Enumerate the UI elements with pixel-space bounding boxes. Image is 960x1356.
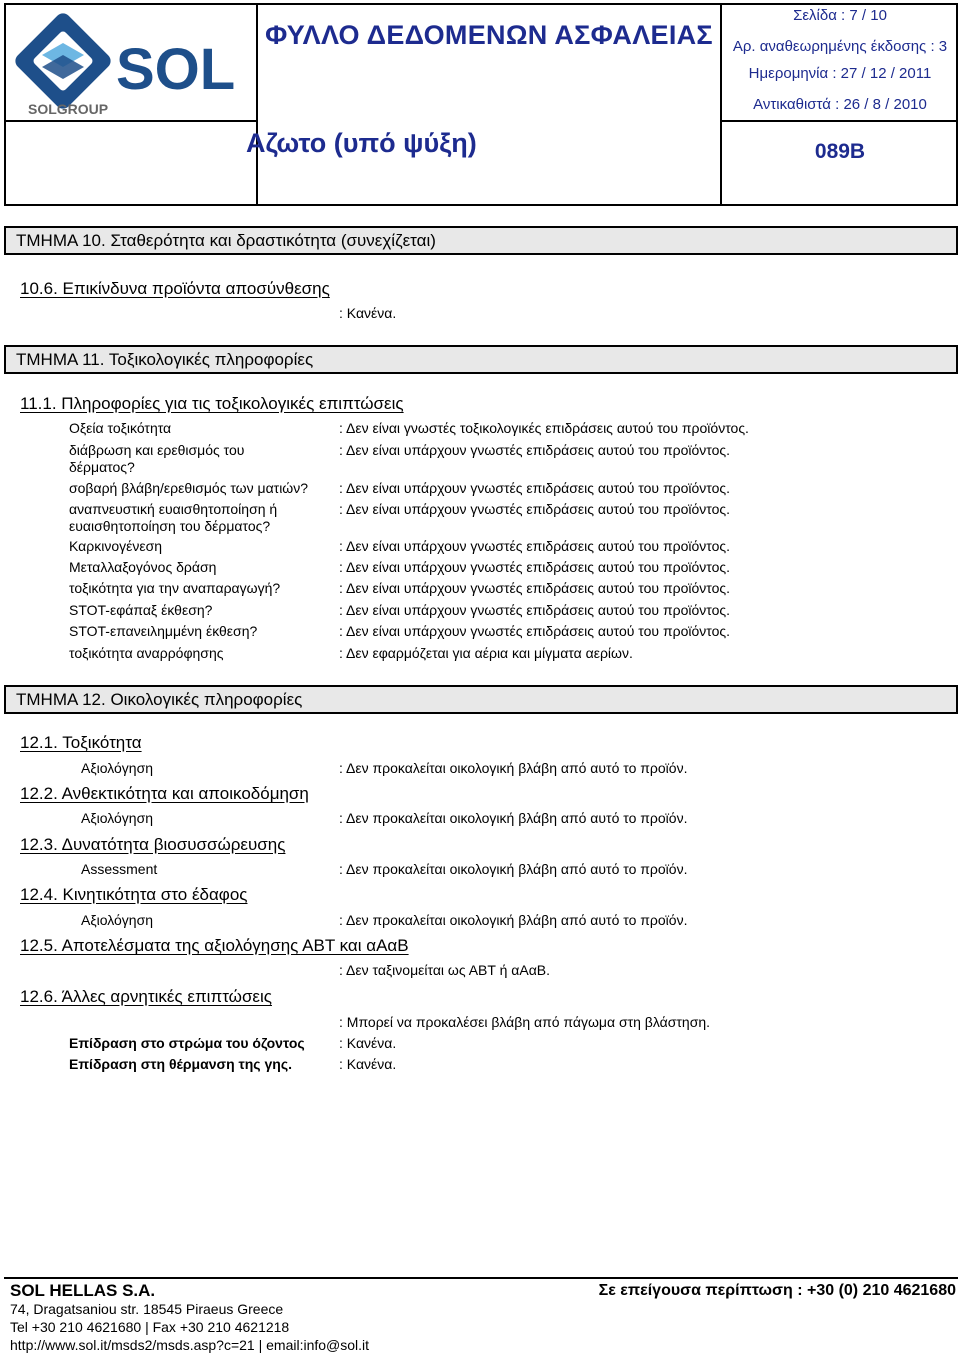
- footer-divider: [4, 1277, 958, 1279]
- section-11-title: ΤΜΗΜΑ 11. Τοξικολογικές πληροφορίες: [4, 345, 958, 374]
- subsection-10-6-value: : Κανένα.: [339, 305, 397, 321]
- eco-value: : Δεν προκαλείται οικολογική βλάβη από αυτό το προϊόν.: [339, 760, 688, 776]
- replaces-date: Αντικαθιστά : 26 / 8 / 2010: [753, 96, 927, 113]
- subsection-12-1-title: 12.1. Τοξικότητα: [20, 733, 142, 752]
- tox-label: Μεταλλαξογόνος δράση: [69, 559, 217, 575]
- tox-label: διάβρωση και ερεθισμός του δέρματος?: [69, 442, 245, 475]
- tox-value: : Δεν είναι υπάρχουν γνωστές επιδράσεις αυτού του προϊόντος.: [339, 623, 731, 639]
- product-name: Αζωτο (υπό ψύξη): [246, 128, 477, 158]
- warming-label: Επίδραση στη θέρμανση της γης.: [69, 1056, 292, 1072]
- tox-value: : Δεν εφαρμόζεται για αέρια και μίγματα αερίων.: [339, 645, 633, 661]
- footer-address: 74, Dragatsaniou str. 18545 Piraeus Greece: [10, 1301, 284, 1317]
- subsection-12-3-title: 12.3. Δυνατότητα βιοσυσσώρευσης: [20, 835, 286, 854]
- tox-label: STOT-εφάπαξ έκθεση?: [69, 602, 213, 618]
- page-number: Σελίδα : 7 / 10: [793, 7, 887, 24]
- eco-label: Αξιολόγηση: [81, 912, 154, 928]
- eco-value: : Μπορεί να προκαλέσει βλάβη από πάγωμα στη βλάστηση.: [339, 1014, 711, 1030]
- eco-label: Αξιολόγηση: [81, 810, 154, 826]
- product-code: 089B: [814, 140, 866, 163]
- ozone-value: : Κανένα.: [339, 1035, 397, 1051]
- svg-text:SOL: SOL: [116, 37, 236, 102]
- subsection-12-6-title: 12.6. Άλλες αρνητικές επιπτώσεις: [20, 987, 272, 1006]
- subsection-12-2-title: 12.2. Ανθεκτικότητα και αποικοδόμηση: [20, 784, 309, 803]
- tox-label: αναπνευστική ευαισθητοποίηση ή ευαισθητοποίηση του δέρματος?: [69, 501, 278, 534]
- tox-value: : Δεν είναι γνωστές τοξικολογικές επιδράσεις αυτού του προϊόντος.: [339, 420, 749, 436]
- document-title: ΦΥΛΛΟ ΔΕΔΟΜΕΝΩΝ ΑΣΦΑΛΕΙΑΣ: [265, 20, 713, 50]
- eco-label: Αξιολόγηση: [81, 760, 154, 776]
- tox-value: : Δεν είναι υπάρχουν γνωστές επιδράσεις αυτού του προϊόντος.: [339, 538, 731, 554]
- header-divider: [720, 120, 958, 122]
- tox-label: Οξεία τοξικότητα: [69, 420, 172, 436]
- subsection-10-6-title: 10.6. Επικίνδυνα προϊόντα αποσύνθεσης: [20, 279, 330, 298]
- eco-value: : Δεν προκαλείται οικολογική βλάβη από αυτό το προϊόν.: [339, 861, 688, 877]
- subsection-12-4-title: 12.4. Κινητικότητα στο έδαφος: [20, 885, 248, 904]
- tox-value: : Δεν είναι υπάρχουν γνωστές επιδράσεις αυτού του προϊόντος.: [339, 602, 731, 618]
- eco-label: Assessment: [81, 861, 158, 877]
- tox-label: σοβαρή βλάβη/ερεθισμός των ματιών?: [69, 480, 309, 496]
- revision-number: Αρ. αναθεωρημένης έκδοσης : 3: [732, 38, 948, 55]
- warming-value: : Κανένα.: [339, 1056, 397, 1072]
- tox-value: : Δεν είναι υπάρχουν γνωστές επιδράσεις αυτού του προϊόντος.: [339, 442, 731, 458]
- footer-emergency: Σε επείγουσα περίπτωση : +30 (0) 210 4621680: [598, 1282, 956, 1299]
- issue-date: Ημερομηνία : 27 / 12 / 2011: [748, 65, 932, 82]
- tox-value: : Δεν είναι υπάρχουν γνωστές επιδράσεις αυτού του προϊόντος.: [339, 501, 731, 517]
- footer-phones: Tel +30 210 4621680 | Fax +30 210 4621218: [10, 1319, 290, 1335]
- subsection-11-1-title: 11.1. Πληροφορίες για τις τοξικολογικές επιπτώσεις: [20, 394, 404, 413]
- company-logo: [6, 5, 256, 123]
- tox-value: : Δεν είναι υπάρχουν γνωστές επιδράσεις αυτού του προϊόντος.: [339, 580, 731, 596]
- tox-label: τοξικότητα για την αναπαραγωγή?: [69, 580, 281, 596]
- tox-value: : Δεν είναι υπάρχουν γνωστές επιδράσεις αυτού του προϊόντος.: [339, 559, 731, 575]
- footer-company: SOL HELLAS S.A.: [10, 1281, 156, 1300]
- tox-value: : Δεν είναι υπάρχουν γνωστές επιδράσεις αυτού του προϊόντος.: [339, 480, 731, 496]
- tox-label: τοξικότητα αναρρόφησης: [69, 645, 224, 661]
- footer-web: http://www.sol.it/msds2/msds.asp?c=21 | email:info@sol.it: [10, 1337, 370, 1353]
- tox-label: Καρκινογένεση: [69, 538, 163, 554]
- section-10-title: ΤΜΗΜΑ 10. Σταθερότητα και δραστικότητα (συνεχίζεται): [4, 226, 958, 255]
- eco-value: : Δεν προκαλείται οικολογική βλάβη από αυτό το προϊόν.: [339, 912, 688, 928]
- tox-label: STOT-επανειλημμένη έκθεση?: [69, 623, 258, 639]
- section-12-title: ΤΜΗΜΑ 12. Οικολογικές πληροφορίες: [4, 685, 958, 714]
- eco-value: : Δεν προκαλείται οικολογική βλάβη από αυτό το προϊόν.: [339, 810, 688, 826]
- subsection-12-5-title: 12.5. Αποτελέσματα της αξιολόγησης ΑΒΤ και αΑαΒ: [20, 936, 409, 955]
- svg-text:SOLGROUP: SOLGROUP: [28, 101, 109, 117]
- ozone-label: Επίδραση στο στρώμα του όζοντος: [69, 1035, 305, 1051]
- eco-value: : Δεν ταξινομείται ως ΑΒΤ ή αΑαΒ.: [339, 962, 551, 978]
